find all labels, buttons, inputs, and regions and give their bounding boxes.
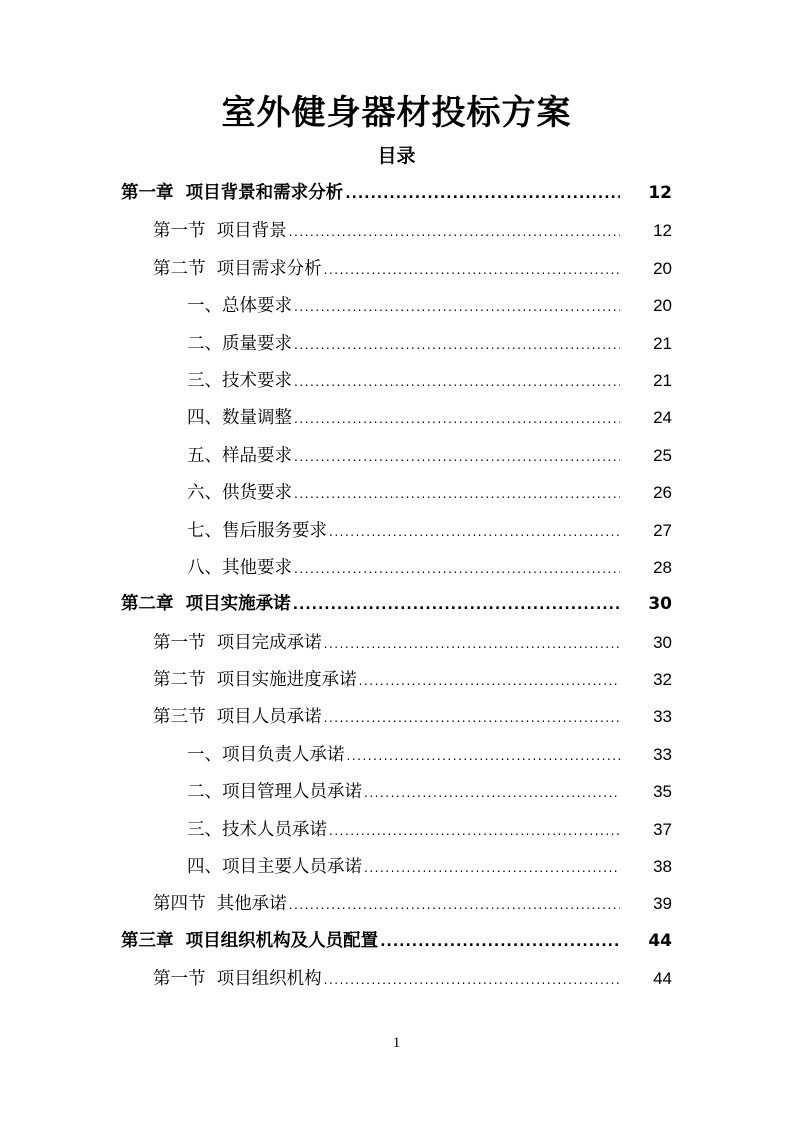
toc-entry-page-number: 38 xyxy=(653,857,672,877)
toc-entry-level-3[interactable] xyxy=(0,512,793,549)
toc-entry-label: 一、总体要求 xyxy=(187,296,292,317)
toc-entry-level-1[interactable] xyxy=(0,586,793,623)
toc-entry-label: 第二节 项目实施进度承诺 xyxy=(153,670,357,691)
table-of-contents xyxy=(0,175,793,998)
dot-leader xyxy=(345,176,620,213)
toc-entry-level-3[interactable] xyxy=(0,362,793,399)
toc-entry-page-number: 27 xyxy=(653,520,672,540)
toc-entry-page-number: 44 xyxy=(653,969,672,989)
toc-entry-label: 八、其他要求 xyxy=(187,557,292,578)
toc-entry-page-number: 33 xyxy=(653,707,672,727)
toc-entry-level-2[interactable] xyxy=(0,661,793,698)
toc-entry-page-number: 26 xyxy=(653,483,672,503)
dot-leader xyxy=(294,439,620,476)
toc-entry-level-3[interactable] xyxy=(0,399,793,436)
toc-entry-page-number: 24 xyxy=(653,408,672,428)
toc-heading: 目录 xyxy=(377,145,416,167)
toc-entry-label: 第一节 项目完成承诺 xyxy=(153,632,322,653)
dot-leader xyxy=(294,401,620,438)
dot-leader xyxy=(289,887,620,924)
dot-leader xyxy=(380,924,620,961)
toc-entry-label: 七、售后服务要求 xyxy=(187,520,327,541)
dot-leader xyxy=(329,514,620,551)
dot-leader xyxy=(324,700,620,737)
toc-entry-label: 三、技术人员承诺 xyxy=(187,819,327,840)
dot-leader xyxy=(294,289,620,326)
toc-entry-level-3[interactable] xyxy=(0,811,793,848)
toc-entry-label: 四、项目主要人员承诺 xyxy=(187,857,362,878)
dot-leader xyxy=(293,587,620,624)
toc-entry-level-1[interactable] xyxy=(0,175,793,212)
toc-entry-label: 二、项目管理人员承诺 xyxy=(187,782,362,803)
toc-entry-page-number: 21 xyxy=(653,370,672,390)
toc-entry-level-3[interactable] xyxy=(0,736,793,773)
page-number: 1 xyxy=(392,1035,401,1051)
toc-entry-label: 一、项目负责人承诺 xyxy=(187,744,345,765)
dot-leader xyxy=(364,850,620,887)
toc-entry-level-1[interactable] xyxy=(0,923,793,960)
toc-entry-level-2[interactable] xyxy=(0,885,793,922)
document-title: 室外健身器材投标方案 xyxy=(221,93,572,133)
toc-entry-level-3[interactable] xyxy=(0,325,793,362)
toc-entry-level-2[interactable] xyxy=(0,624,793,661)
toc-entry-level-2[interactable] xyxy=(0,212,793,249)
toc-entry-label: 二、质量要求 xyxy=(187,333,292,354)
dot-leader xyxy=(359,663,620,700)
toc-entry-label: 三、技术要求 xyxy=(187,370,292,391)
dot-leader xyxy=(294,327,620,364)
toc-entry-page-number: 32 xyxy=(653,670,672,690)
dot-leader xyxy=(324,252,620,289)
dot-leader xyxy=(347,738,621,775)
dot-leader xyxy=(289,214,620,251)
toc-entry-page-number: 44 xyxy=(648,930,672,951)
toc-entry-level-2[interactable] xyxy=(0,698,793,735)
toc-entry-page-number: 12 xyxy=(648,183,672,203)
toc-entry-label: 第二节 项目需求分析 xyxy=(153,258,322,279)
toc-entry-level-3[interactable] xyxy=(0,549,793,586)
toc-entry-page-number: 25 xyxy=(653,445,672,465)
toc-entry-label: 第一节 项目背景 xyxy=(153,221,287,242)
toc-entry-label: 第二章 项目实施承诺 xyxy=(121,594,291,615)
dot-leader xyxy=(294,364,620,401)
toc-entry-page-number: 30 xyxy=(653,632,672,652)
toc-entry-label: 第四节 其他承诺 xyxy=(153,894,287,915)
dot-leader xyxy=(294,551,620,588)
toc-entry-level-3[interactable] xyxy=(0,848,793,885)
toc-entry-page-number: 33 xyxy=(653,744,672,764)
toc-entry-label: 四、数量调整 xyxy=(187,408,292,429)
toc-entry-level-3[interactable] xyxy=(0,773,793,810)
toc-entry-label: 第一节 项目组织机构 xyxy=(153,969,322,990)
toc-entry-label: 第三节 项目人员承诺 xyxy=(153,707,322,728)
toc-entry-level-3[interactable] xyxy=(0,437,793,474)
toc-entry-label: 五、样品要求 xyxy=(187,445,292,466)
toc-entry-label: 第三章 项目组织机构及人员配置 xyxy=(121,930,379,951)
dot-leader xyxy=(324,962,620,999)
toc-entry-page-number: 21 xyxy=(653,333,672,353)
toc-entry-level-3[interactable] xyxy=(0,474,793,511)
dot-leader xyxy=(364,775,620,812)
dot-leader xyxy=(324,626,620,663)
dot-leader xyxy=(329,813,620,850)
toc-entry-level-2[interactable] xyxy=(0,960,793,997)
toc-entry-page-number: 39 xyxy=(653,894,672,914)
toc-entry-label: 六、供货要求 xyxy=(187,483,292,504)
toc-entry-label: 第一章 项目背景和需求分析 xyxy=(121,183,344,203)
toc-entry-level-2[interactable] xyxy=(0,250,793,287)
toc-entry-page-number: 20 xyxy=(653,258,672,278)
toc-entry-page-number: 30 xyxy=(648,594,672,615)
toc-entry-page-number: 20 xyxy=(653,296,672,316)
toc-entry-page-number: 37 xyxy=(653,819,672,839)
dot-leader xyxy=(294,476,620,513)
toc-entry-page-number: 12 xyxy=(653,221,672,241)
toc-entry-page-number: 35 xyxy=(653,782,672,802)
toc-entry-page-number: 28 xyxy=(653,557,672,577)
toc-entry-level-3[interactable] xyxy=(0,287,793,324)
